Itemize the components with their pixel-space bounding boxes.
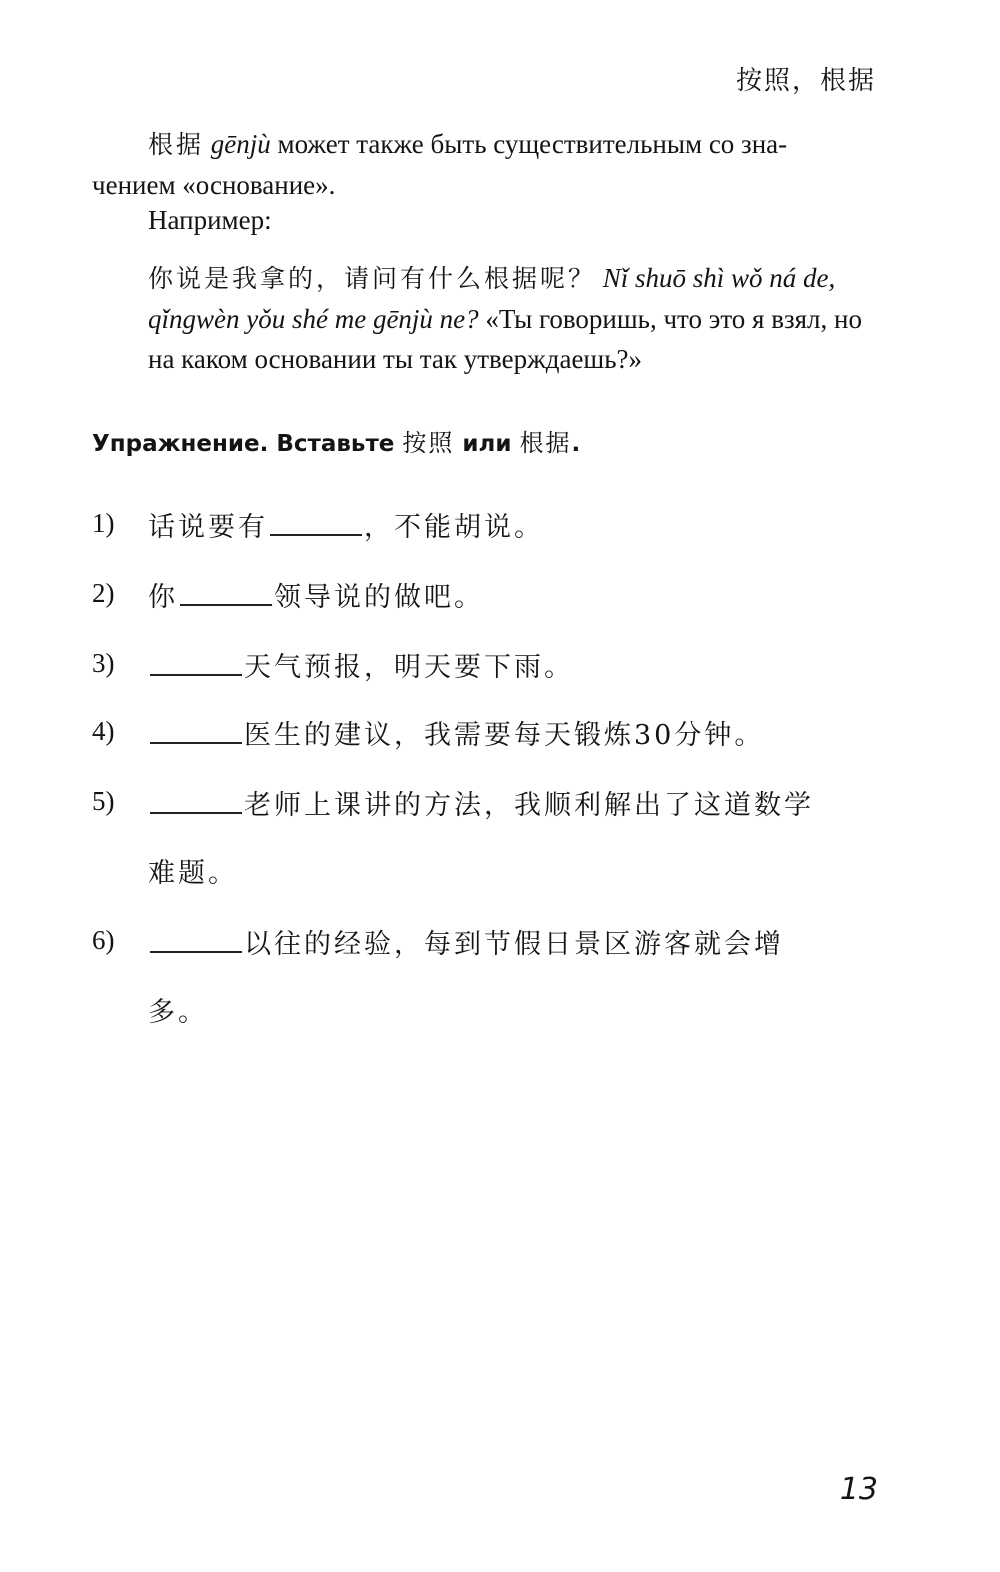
item-before: 你 bbox=[148, 582, 178, 613]
example-block bbox=[148, 258, 888, 379]
intro-text-1: может также быть существительным со зна- bbox=[277, 129, 788, 159]
example-pinyin: Nǐ shuō shì wǒ ná de, qǐngwèn yǒu shé me gēnjù ne? bbox=[148, 263, 836, 334]
term-pinyin: gēnjù bbox=[210, 129, 271, 159]
item-number: 2) bbox=[92, 578, 115, 608]
item-continuation: 难题。 bbox=[148, 858, 238, 889]
running-head: 按照，根据 bbox=[735, 66, 876, 96]
item-number: 6) bbox=[92, 925, 115, 955]
item-after: ，不能胡说。 bbox=[364, 512, 544, 543]
item-continuation: 多。 bbox=[148, 997, 208, 1028]
item-text bbox=[148, 508, 884, 548]
term-zh: 根据 bbox=[148, 130, 205, 159]
exercise-title-prefix: Упражнение. Вставьте bbox=[92, 431, 395, 457]
intro-paragraph bbox=[92, 124, 878, 205]
page-number: 13 bbox=[839, 1472, 878, 1507]
exercise-or: или bbox=[462, 431, 512, 457]
example-translation: «Ты говоришь, что это я взял, но на каком основании ты так утверждаешь?» bbox=[148, 304, 862, 374]
item-text bbox=[148, 648, 884, 688]
intro-line-1 bbox=[92, 124, 878, 165]
exercise-dot: . bbox=[571, 431, 581, 457]
item-after: 医生的建议，我需要每天锻炼30分钟。 bbox=[244, 720, 765, 751]
intro-text-2: чением «основание». bbox=[92, 170, 336, 200]
item-text bbox=[148, 716, 884, 756]
item-text bbox=[148, 578, 884, 618]
answer-blank[interactable] bbox=[270, 508, 362, 536]
answer-blank[interactable] bbox=[150, 786, 242, 814]
item-number: 5) bbox=[92, 786, 115, 816]
example-label: Например: bbox=[148, 205, 272, 235]
example-zh: 你说是我拿的，请问有什么根据呢？ bbox=[148, 264, 597, 293]
item-text bbox=[148, 925, 884, 1033]
answer-blank[interactable] bbox=[180, 578, 272, 606]
item-number: 3) bbox=[92, 648, 115, 678]
item-number: 4) bbox=[92, 716, 115, 746]
exercise-title bbox=[92, 423, 580, 458]
item-before: 话说要有 bbox=[148, 512, 268, 543]
answer-blank[interactable] bbox=[150, 716, 242, 744]
item-number: 1) bbox=[92, 508, 115, 538]
exercise-word-2: 根据 bbox=[519, 429, 572, 457]
exercise-word-1: 按照 bbox=[402, 429, 455, 457]
item-after: 老师上课讲的方法，我顺利解出了这道数学 bbox=[244, 790, 814, 821]
answer-blank[interactable] bbox=[150, 648, 242, 676]
item-after: 以往的经验，每到节假日景区游客就会增 bbox=[244, 929, 784, 960]
item-after: 领导说的做吧。 bbox=[274, 582, 484, 613]
item-text bbox=[148, 786, 884, 894]
answer-blank[interactable] bbox=[150, 925, 242, 953]
item-after: 天气预报，明天要下雨。 bbox=[244, 652, 574, 683]
